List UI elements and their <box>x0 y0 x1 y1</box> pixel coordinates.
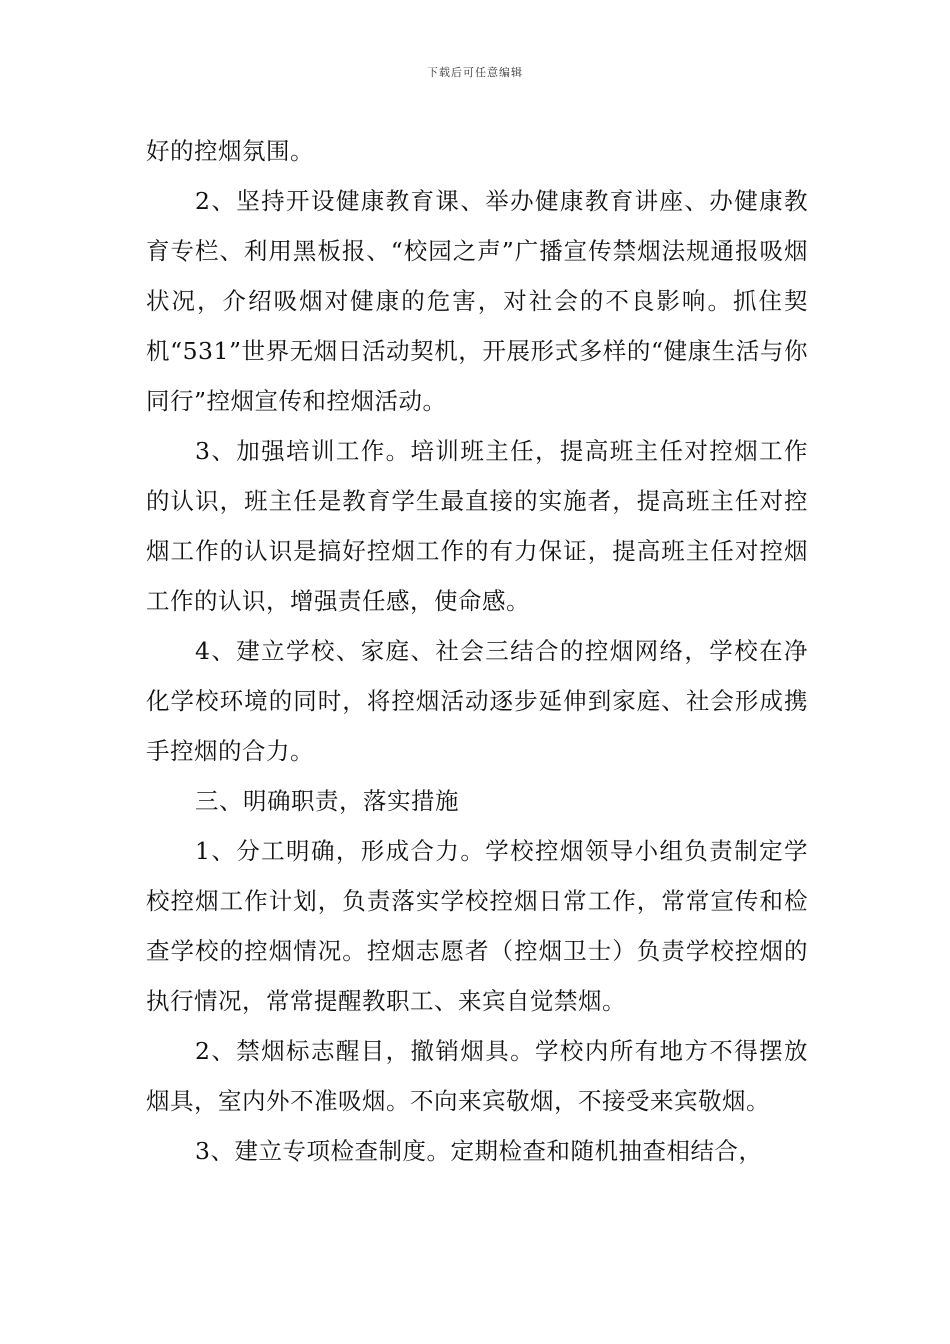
paragraph-item-3-inspection: 3、建立专项检查制度。定期检查和随机抽查相结合， <box>195 1137 763 1165</box>
paragraph-continuation: 好的控烟氛围。 <box>146 137 314 165</box>
section-heading-responsibilities: 三、明确职责，落实措施 <box>195 787 459 815</box>
document-body <box>146 126 808 1176</box>
paragraph-item-2-signs: 2、禁烟标志醒目，撤销烟具。学校内所有地方不得摆放烟具，室内外不准吸烟。不向来宾敬烟，不接受来宾敬烟。 <box>146 1037 808 1115</box>
paragraph-item-3-training: 3、加强培训工作。培训班主任，提高班主任对控烟工作的认识，班主任是教育学生最直接的实施者，提高班主任对控烟工作的认识是搞好控烟工作的有力保证，提高班主任对控烟工作的认识，增强责任感，使命感。 <box>146 437 808 615</box>
paragraph-item-1-division: 1、分工明确，形成合力。学校控烟领导小组负责制定学校控烟工作计划，负责落实学校控烟日常工作，常常宣传和检查学校的控烟情况。控烟志愿者（控烟卫士）负责学校控烟的执行情况，常常提醒教职工、来宾自觉禁烟。 <box>146 837 808 1015</box>
page-header-note: 下载后可任意编辑 <box>427 66 523 79</box>
paragraph-item-2-education: 2、坚持开设健康教育课、举办健康教育讲座、办健康教育专栏、利用黑板报、“校园之声”广播宣传禁烟法规通报吸烟状况，介绍吸烟对健康的危害，对社会的不良影响。抓住契机“531”世界无烟日活动契机，开展形式多样的“健康生活与你同行”控烟宣传和控烟活动。 <box>146 187 808 415</box>
paragraph-item-4-network: 4、建立学校、家庭、社会三结合的控烟网络，学校在净化学校环境的同时，将控烟活动逐步延伸到家庭、社会形成携手控烟的合力。 <box>146 637 808 765</box>
